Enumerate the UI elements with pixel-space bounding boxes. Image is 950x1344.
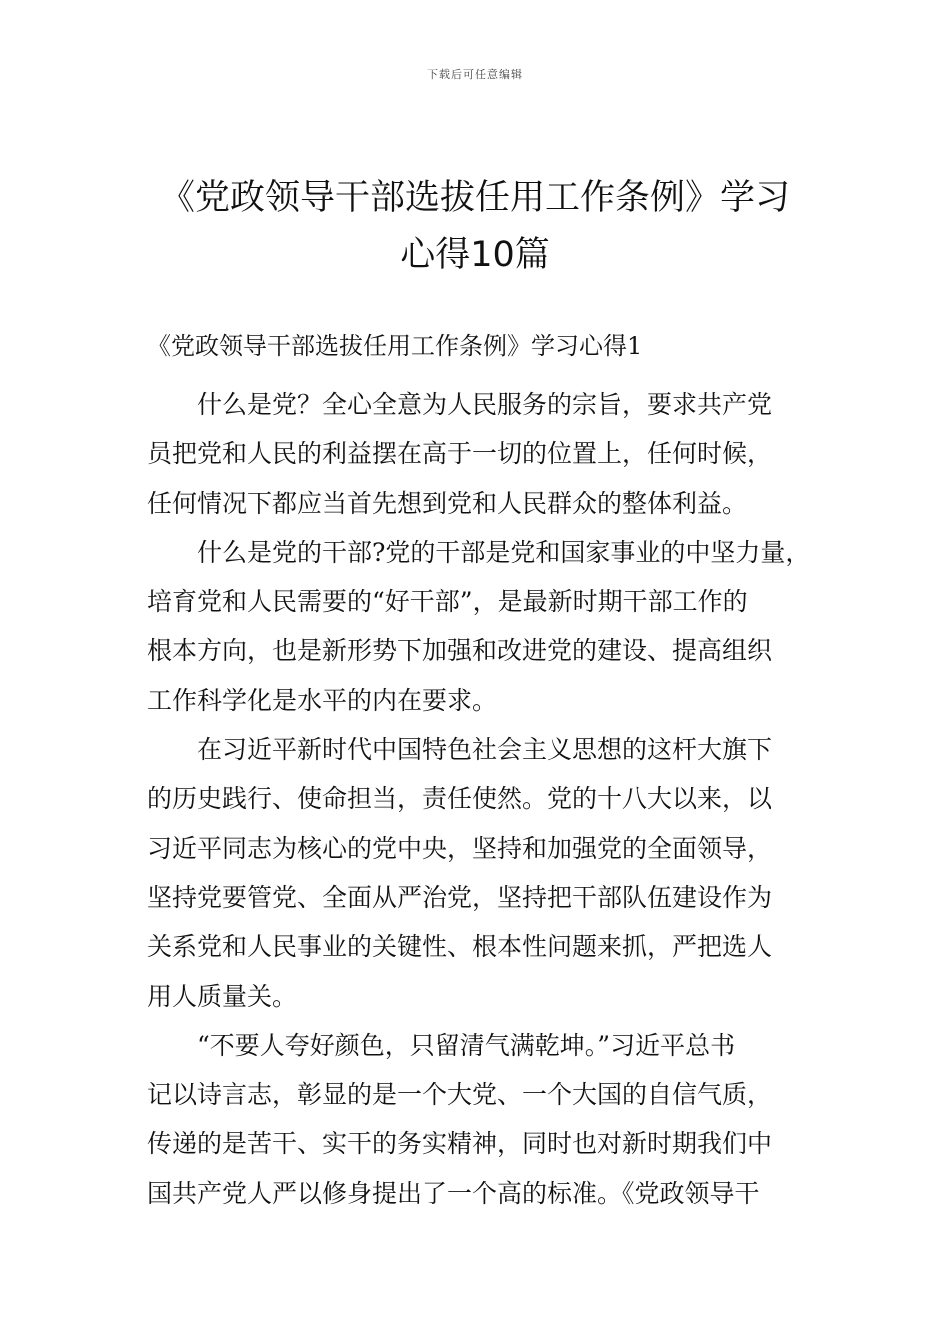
document-title: [140, 170, 810, 284]
text-line: 什么是党？全心全意为人民服务的宗旨，要求共产党: [197, 390, 773, 419]
paragraph: [147, 1021, 837, 1218]
text-line: 坚持党要管党、全面从严治党，坚持把干部队伍建设作为: [147, 882, 773, 912]
text-line: 培育党和人民需要的“好干部”，是最新时期干部工作的: [147, 587, 748, 617]
text-line: 习近平同志为核心的党中央，坚持和加强党的全面领导，: [147, 833, 773, 863]
text-line: 关系党和人民事业的关键性、根本性问题来抓，严把选人: [147, 932, 773, 962]
text-line: 用人质量关。: [147, 981, 298, 1011]
paragraph: [147, 528, 837, 725]
text-line: 国共产党人严以修身提出了一个高的标准。《党政领导干: [147, 1178, 760, 1208]
text-line: 员把党和人民的利益摆在高于一切的位置上，任何时候，: [147, 439, 773, 469]
text-line: 什么是党的干部?党的干部是党和国家事业的中坚力量，: [197, 537, 811, 567]
text-line: “不要人夸好颜色，只留清气满乾坤。”习近平总书: [197, 1030, 736, 1060]
text-line: 传递的是苦干、实干的务实精神，同时也对新时期我们中: [147, 1129, 773, 1159]
text-line: 的历史践行、使命担当，责任使然。党的十八大以来，以: [147, 784, 773, 814]
paragraph: [147, 725, 837, 1021]
header-note: 下载后可任意编辑: [427, 68, 523, 81]
text-line: 工作科学化是水平的内在要求。: [147, 685, 498, 715]
text-line: 在习近平新时代中国特色社会主义思想的这杆大旗下: [197, 735, 773, 765]
text-line: 根本方向，也是新形势下加强和改进党的建设、提高组织: [147, 636, 773, 666]
text-line: 记以诗言志，彰显的是一个大党、一个大国的自信气质，: [147, 1080, 773, 1110]
title-line: 心得10篇: [400, 235, 550, 275]
text-line: 任何情况下都应当首先想到党和人民群众的整体利益。: [147, 488, 748, 518]
section-heading: 《党政领导干部选拔任用工作条例》学习心得1: [147, 332, 643, 360]
paragraph: [147, 380, 837, 528]
title-line: 《党政领导干部选拔任用工作条例》学习: [159, 178, 790, 218]
body-text: [147, 380, 837, 1218]
